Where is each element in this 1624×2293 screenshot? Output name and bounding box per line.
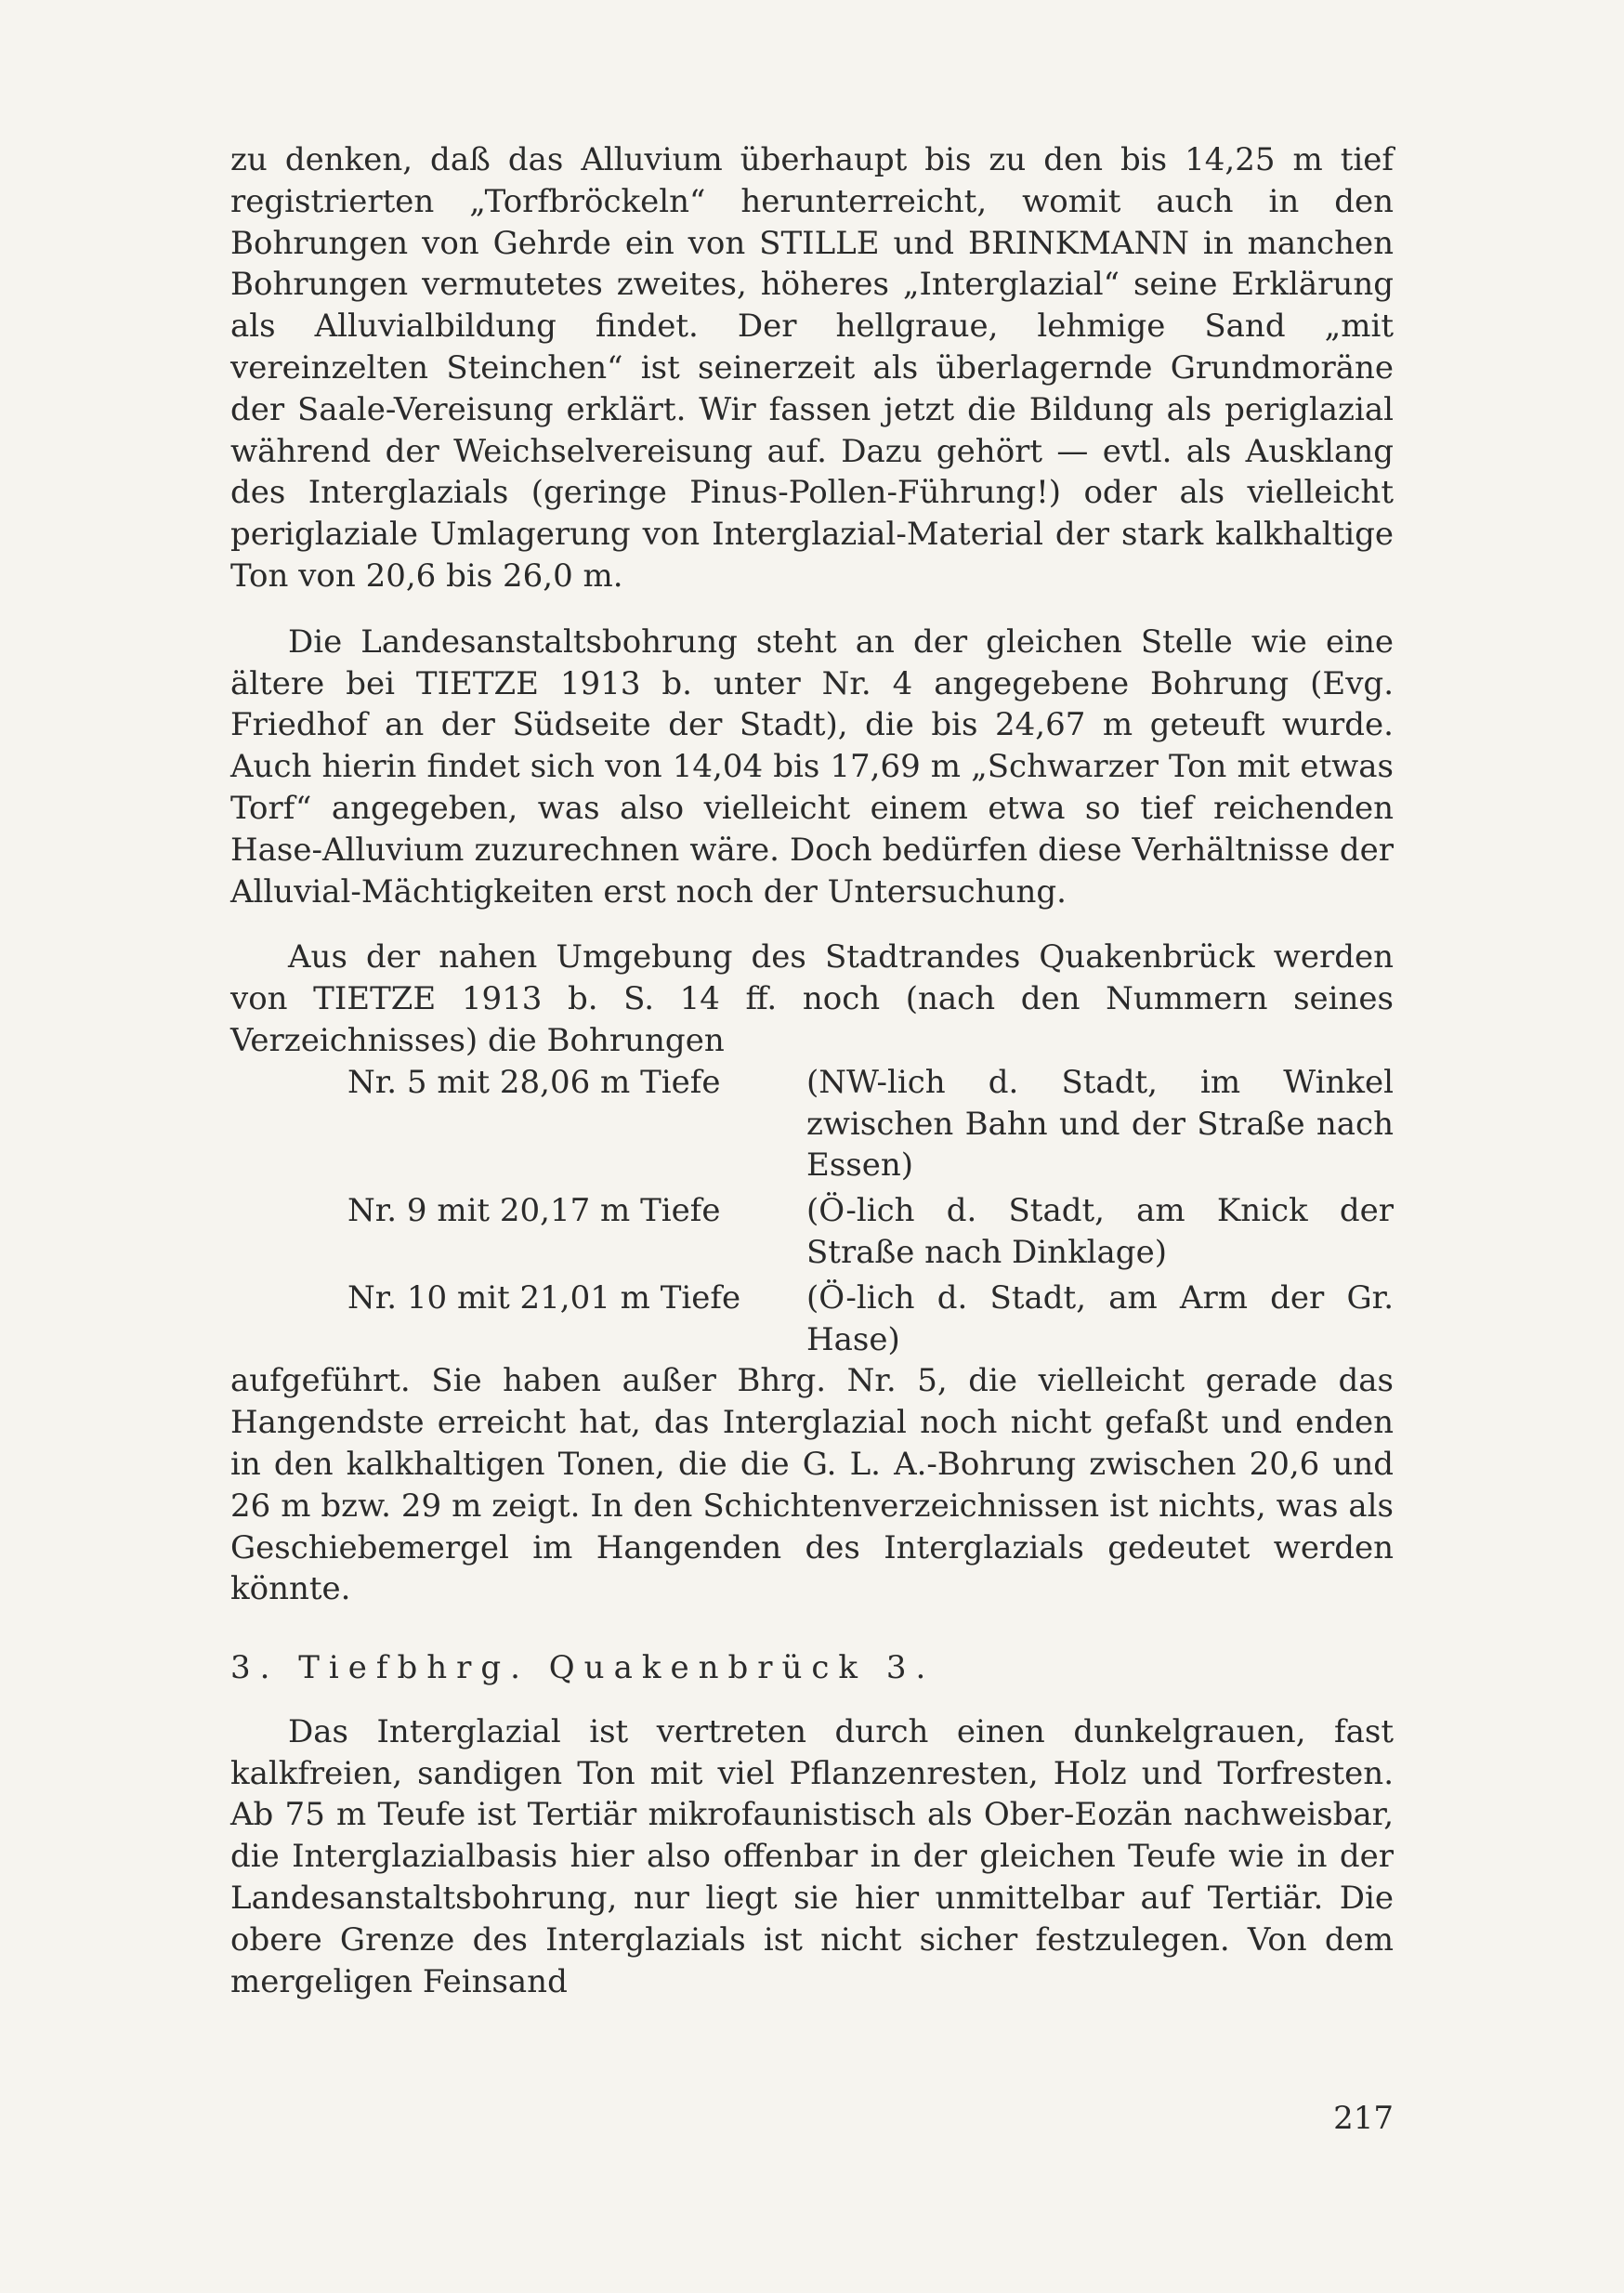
- borehole-item: [230, 1278, 1394, 1361]
- borehole-location: (Ö-lich d. Stadt, am Arm der Gr. Hase): [806, 1278, 1394, 1358]
- borehole-depth: Nr. 5 mit 28,06 m Tiefe: [347, 1063, 721, 1101]
- paragraph-aufgefuehrt: aufgeführt. Sie haben außer Bhrg. Nr. 5, die vielleicht gerade das Hangendste erreicht hat, das Interglazial noch nicht gefaßt und enden in den kalkhaltigen Tonen, die die G. L. A.-Bohrung zwischen 20,6 und 26 m bzw. 29 m zeigt. In den Schichtenverzeichnissen ist nichts, was als Geschiebemergel im Hangenden des Interglazials gedeutet werden könnte.: [230, 1362, 1394, 1608]
- paragraph-umgebung: Aus der nahen Umgebung des Stadtrandes Quakenbrück werden von TIETZE 1913 b. S. 14 ff. noch (nach den Nummern seines Verzeichnisses) die Bohrungen: [230, 938, 1394, 1059]
- page-body: [230, 139, 1394, 2002]
- borehole-depth: Nr. 10 mit 21,01 m Tiefe: [347, 1278, 741, 1317]
- section-heading: 3. Tiefbhrg. Quakenbrück 3.: [230, 1649, 936, 1687]
- paragraph-alluvium: zu denken, daß das Alluvium überhaupt bis zu den bis 14,25 m tief registrierten „Torfbröckeln“ herunterreicht, womit auch in den Bohrungen von Gehrde ein von STILLE und BRINKMANN in manchen Bohrungen vermutetes zweites, höheres „Interglazial“ seine Erklärung als Alluvialbildung findet. Der hellgraue, lehmige Sand „mit vereinzelten Steinchen“ ist seinerzeit als überlagernde Grundmoräne der Saale-Vereisung erklärt. Wir fassen jetzt die Bildung als periglazial während der Weichselvereisung auf. Dazu gehört — evtl. als Ausklang des Interglazials (geringe Pinus-Pollen-Führung!) oder als vielleicht periglaziale Umlagerung von Interglazial-Material der stark kalkhaltige Ton von 20,6 bis 26,0 m.: [230, 141, 1394, 595]
- borehole-location: (NW-lich d. Stadt, im Winkel zwischen Bahn und der Straße nach Essen): [806, 1063, 1394, 1185]
- paragraph-interglazial: Das Interglazial ist vertreten durch einen dunkelgrauen, fast kalkfreien, sandigen Ton mit viel Pflanzenresten, Holz und Torfresten. Ab 75 m Teufe ist Tertiär mikrofaunistisch als Ober-Eozän nachweisbar, die Interglazialbasis hier also offenbar in der gleichen Teufe wie in der Landesanstaltsbohrung, nur liegt sie hier unmittelbar auf Tertiär. Die obere Grenze des Interglazials ist nicht sicher festzulegen. Von dem mergeligen Feinsand: [230, 1712, 1394, 2000]
- page-number: 217: [1333, 2100, 1394, 2137]
- borehole-list: [230, 1062, 1394, 1361]
- borehole-item: [230, 1190, 1394, 1274]
- paragraph-landesanstaltsbohrung: Die Landesanstaltsbohrung steht an der gleichen Stelle wie eine ältere bei TIETZE 1913 b. unter Nr. 4 angegebene Bohrung (Evg. Friedhof an der Südseite der Stadt), die bis 24,67 m geteuft wurde. Auch hierin findet sich von 14,04 bis 17,69 m „Schwarzer Ton mit etwas Torf“ angegeben, was also vielleicht einem etwa so tief reichenden Hase-Alluvium zuzurechnen wäre. Doch bedürfen diese Verhältnisse der Alluvial-Mächtigkeiten erst noch der Untersuchung.: [230, 622, 1394, 911]
- borehole-depth: Nr. 9 mit 20,17 m Tiefe: [347, 1192, 721, 1230]
- borehole-location: (Ö-lich d. Stadt, am Knick der Straße nach Dinklage): [806, 1192, 1394, 1271]
- borehole-item: [230, 1062, 1394, 1186]
